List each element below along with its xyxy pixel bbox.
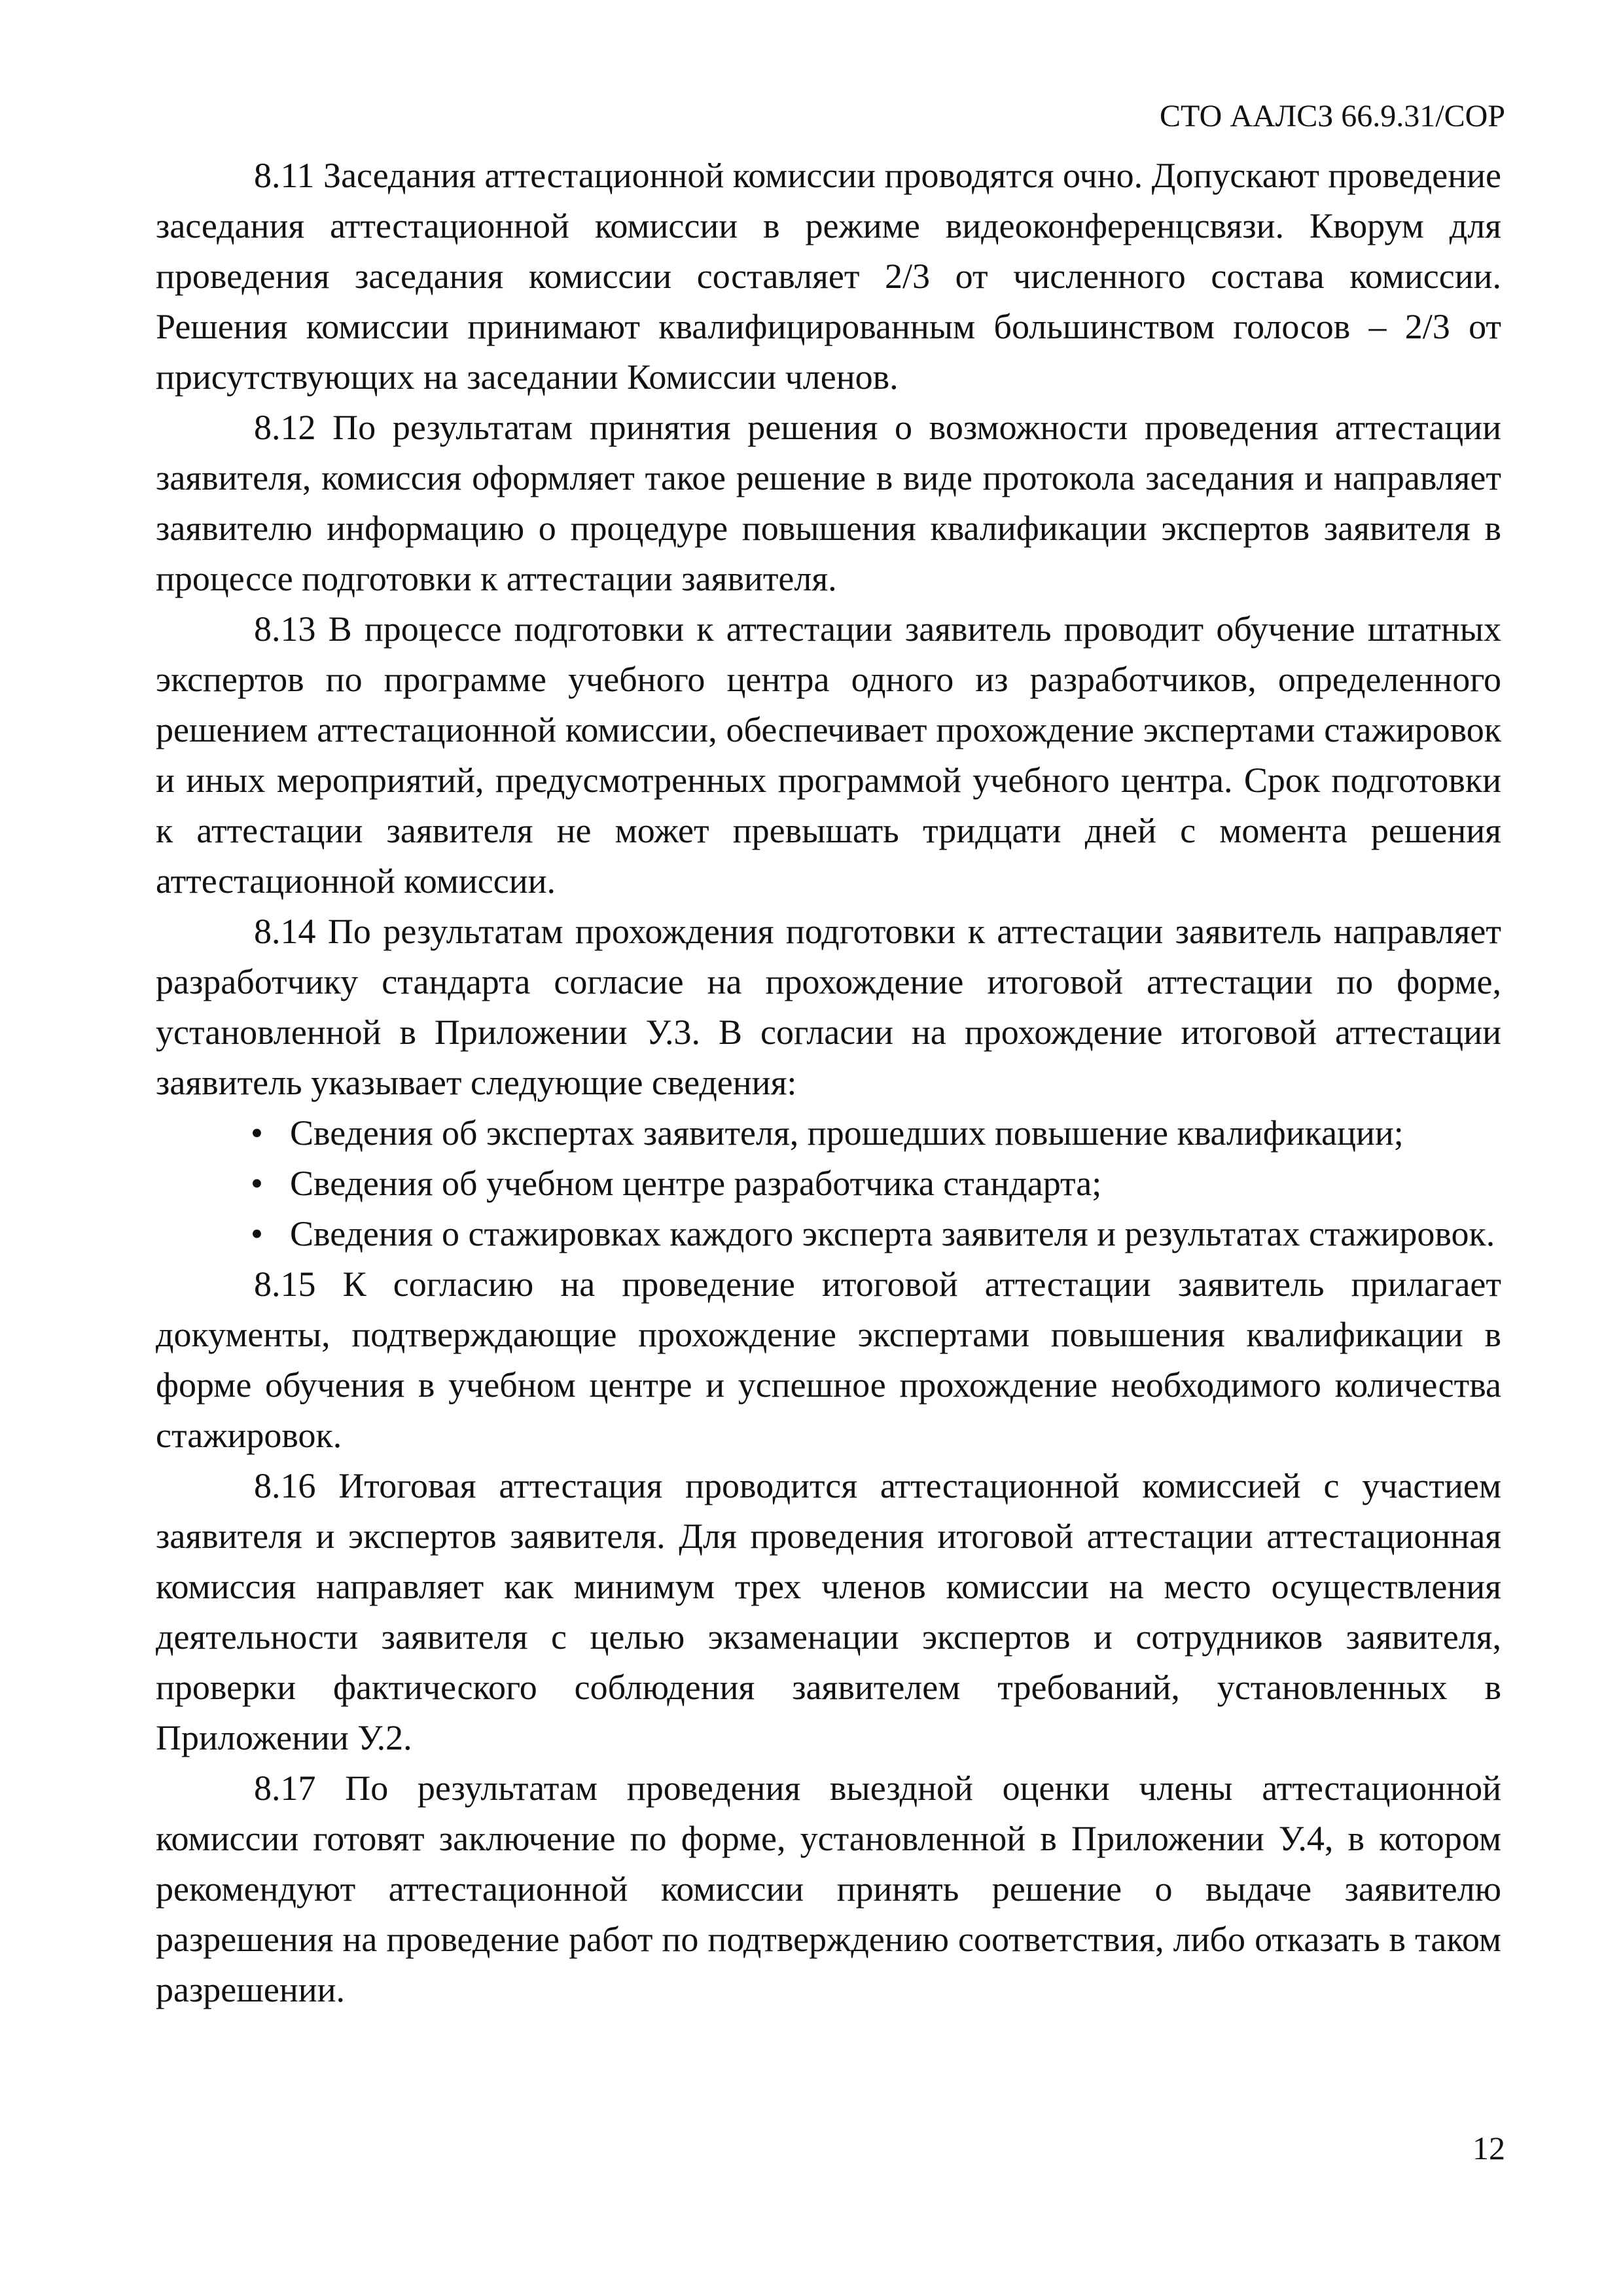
paragraph-8-14: 8.14 По результатам прохождения подготовки к аттестации заявитель направляет разработчику стандарта согласие на прохождение итоговой аттестации по форме, установленной в Приложении У.3. В согласии на прохождение итоговой аттестации заявитель указывает следующие сведения: bbox=[156, 912, 1501, 1102]
bullet-item bbox=[251, 1209, 1501, 1259]
bullet-text: Сведения об экспертах заявителя, прошедших повышение квалификации; bbox=[290, 1113, 1404, 1153]
paragraph-8-15: 8.15 К согласию на проведение итоговой аттестации заявитель прилагает документы, подтверждающие прохождение экспертами повышения квалификации в форме обучения в учебном центре и успешное прохождение необходимого количества стажировок. bbox=[156, 1265, 1501, 1455]
paragraph-8-12: 8.12 По результатам принятия решения о возможности проведения аттестации заявителя, комиссия оформляет такое решение в виде протокола заседания и направляет заявителю информацию о процедуре повышения квалификации экспертов заявителя в процессе подготовки к аттестации заявителя. bbox=[156, 408, 1501, 598]
paragraph-8-13: 8.13 В процессе подготовки к аттестации заявитель проводит обучение штатных экспертов по программе учебного центра одного из разработчиков, определенного решением аттестационной комиссии, обеспечивает прохождение экспертами стажировок и иных мероприятий, предусмотренных программой учебного центра. Срок подготовки к аттестации заявителя не может превышать тридцати дней с момента решения аттестационной комиссии. bbox=[156, 609, 1501, 901]
bullet-text: Сведения об учебном центре разработчика стандарта; bbox=[290, 1164, 1102, 1203]
paragraph-8-16: 8.16 Итоговая аттестация проводится аттестационной комиссией с участием заявителя и экспертов заявителя. Для проведения итоговой аттестации аттестационная комиссия направляет как минимум трех членов комиссии на место осуществления деятельности заявителя с целью экзаменации экспертов и сотрудников заявителя, проверки фактического соблюдения заявителем требований, установленных в Приложении У.2. bbox=[156, 1466, 1501, 1757]
bullet-icon: • bbox=[251, 1164, 263, 1203]
document-code: СТО ААЛСЗ 66.9.31/СОР bbox=[1159, 99, 1505, 134]
bullet-list bbox=[156, 1108, 1501, 1259]
document-body bbox=[156, 151, 1501, 2015]
bullet-item bbox=[251, 1108, 1501, 1158]
bullet-item bbox=[251, 1158, 1501, 1209]
bullet-icon: • bbox=[251, 1113, 263, 1153]
paragraph-8-11: 8.11 Заседания аттестационной комиссии проводятся очно. Допускают проведение заседания аттестационной комиссии в режиме видеоконференцсвязи. Кворум для проведения заседания комиссии составляет 2/3 от численного состава комиссии. Решения комиссии принимают квалифицированным большинством голосов – 2/3 от присутствующих на заседании Комиссии членов. bbox=[156, 156, 1501, 397]
bullet-icon: • bbox=[251, 1214, 263, 1253]
bullet-text: Сведения о стажировках каждого эксперта заявителя и результатах стажировок. bbox=[290, 1214, 1495, 1253]
page-number: 12 bbox=[1472, 2130, 1505, 2166]
paragraph-8-17: 8.17 По результатам проведения выездной оценки члены аттестационной комиссии готовят заключение по форме, установленной в Приложении У.4, в котором рекомендуют аттестационной комиссии принять решение о выдаче заявителю разрешения на проведение работ по подтверждению соответствия, либо отказать в таком разрешении. bbox=[156, 1768, 1501, 2009]
